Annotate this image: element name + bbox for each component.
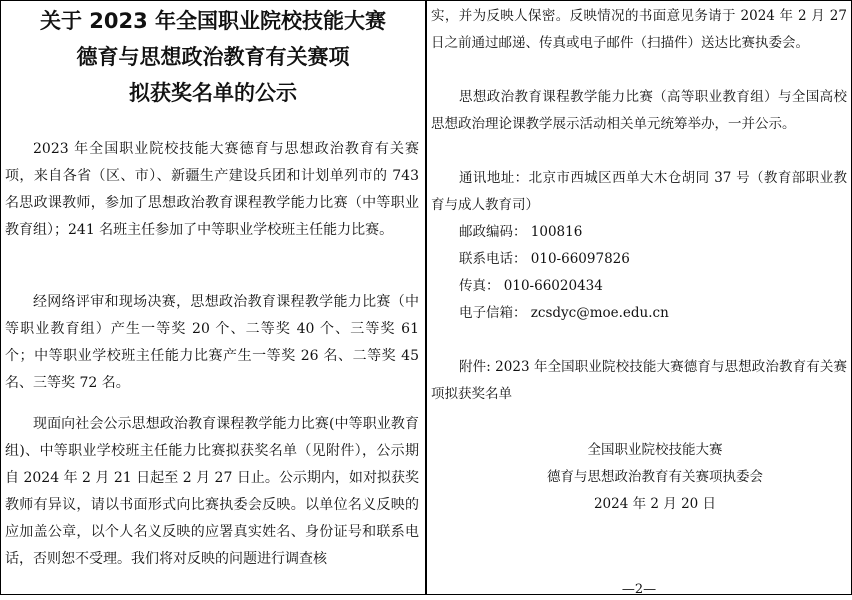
signature-block: [525, 437, 785, 518]
contact-fax: 传真： 010-66020434: [459, 278, 603, 294]
right-page: [426, 0, 852, 595]
notice-title: [1, 3, 425, 111]
paragraph-confidentiality: 实，并为反映人保密。反映情况的书面意见务请于 2024 年 2 月 27 日之前通过邮递、传真或电子邮件（扫描件）送达比赛执委会。: [431, 8, 847, 51]
title-line-2: 德育与思想政治教育有关赛项: [76, 45, 350, 69]
attachment-note: 附件: 2023 年全国职业院校技能大赛德育与思想政治教育有关赛项拟获奖名单: [431, 359, 847, 402]
paragraph-results: 经网络评审和现场决赛，思想政治教育课程教学能力比赛（中等职业教育组）产生一等奖 20 个、二等奖 40 个、三等奖 61 个；中等职业学校班主任能力比赛产生一等奖 26 名、二等奖 45 名、三等奖 72 名。: [5, 294, 419, 391]
paragraph-participants: 2023 年全国职业院校技能大赛德育与思想政治教育有关赛项，来自各省（区、市）、新疆生产建设兵团和计划单列市的 743 名思政课教师，参加了思想政治教育课程教学能力比赛（中等职业教育组）；241 名班主任参加了中等职业学校班主任能力比赛。: [5, 141, 419, 238]
title-line-1: 关于 2023 年全国职业院校技能大赛: [39, 9, 387, 33]
signature-org-1: 全国职业院校技能大赛: [587, 442, 723, 458]
title-line-3: 拟获奖名单的公示: [129, 81, 297, 105]
page-number: —2—: [621, 582, 657, 597]
contact-address: 通讯地址：北京市西城区西单大木仓胡同 37 号（教育部职业教育与成人教育司）: [431, 170, 847, 213]
contact-phone: 联系电话： 010-66097826: [459, 251, 630, 267]
left-page: [0, 0, 426, 595]
contact-postcode: 邮政编码： 100816: [459, 224, 583, 240]
contact-email: 电子信箱： zcsdyc@moe.edu.cn: [459, 305, 669, 321]
signature-date: 2024 年 2 月 20 日: [593, 496, 717, 512]
paragraph-higher-vocational: 思想政治教育课程教学能力比赛（高等职业教育组）与全国高校思想政治理论课教学展示活动相关单元统筹举办，一并公示。: [431, 89, 847, 132]
signature-org-2: 德育与思想政治教育有关赛项执委会: [547, 469, 763, 485]
paragraph-publicity: 现面向社会公示思想政治教育课程教学能力比赛(中等职业教育组)、中等职业学校班主任能力比赛拟获奖名单（见附件），公示期自 2024 年 2 月 21 日起至 2 月 27 日止。公示期内，如对拟获奖教师有异议，请以书面形式向比赛执委会反映。以单位名义反映的应加盖公章，以个人名义反映的应署真实姓名、身份证号和联系电话，否则恕不受理。我们将对反映的问题进行调查核: [5, 416, 419, 567]
